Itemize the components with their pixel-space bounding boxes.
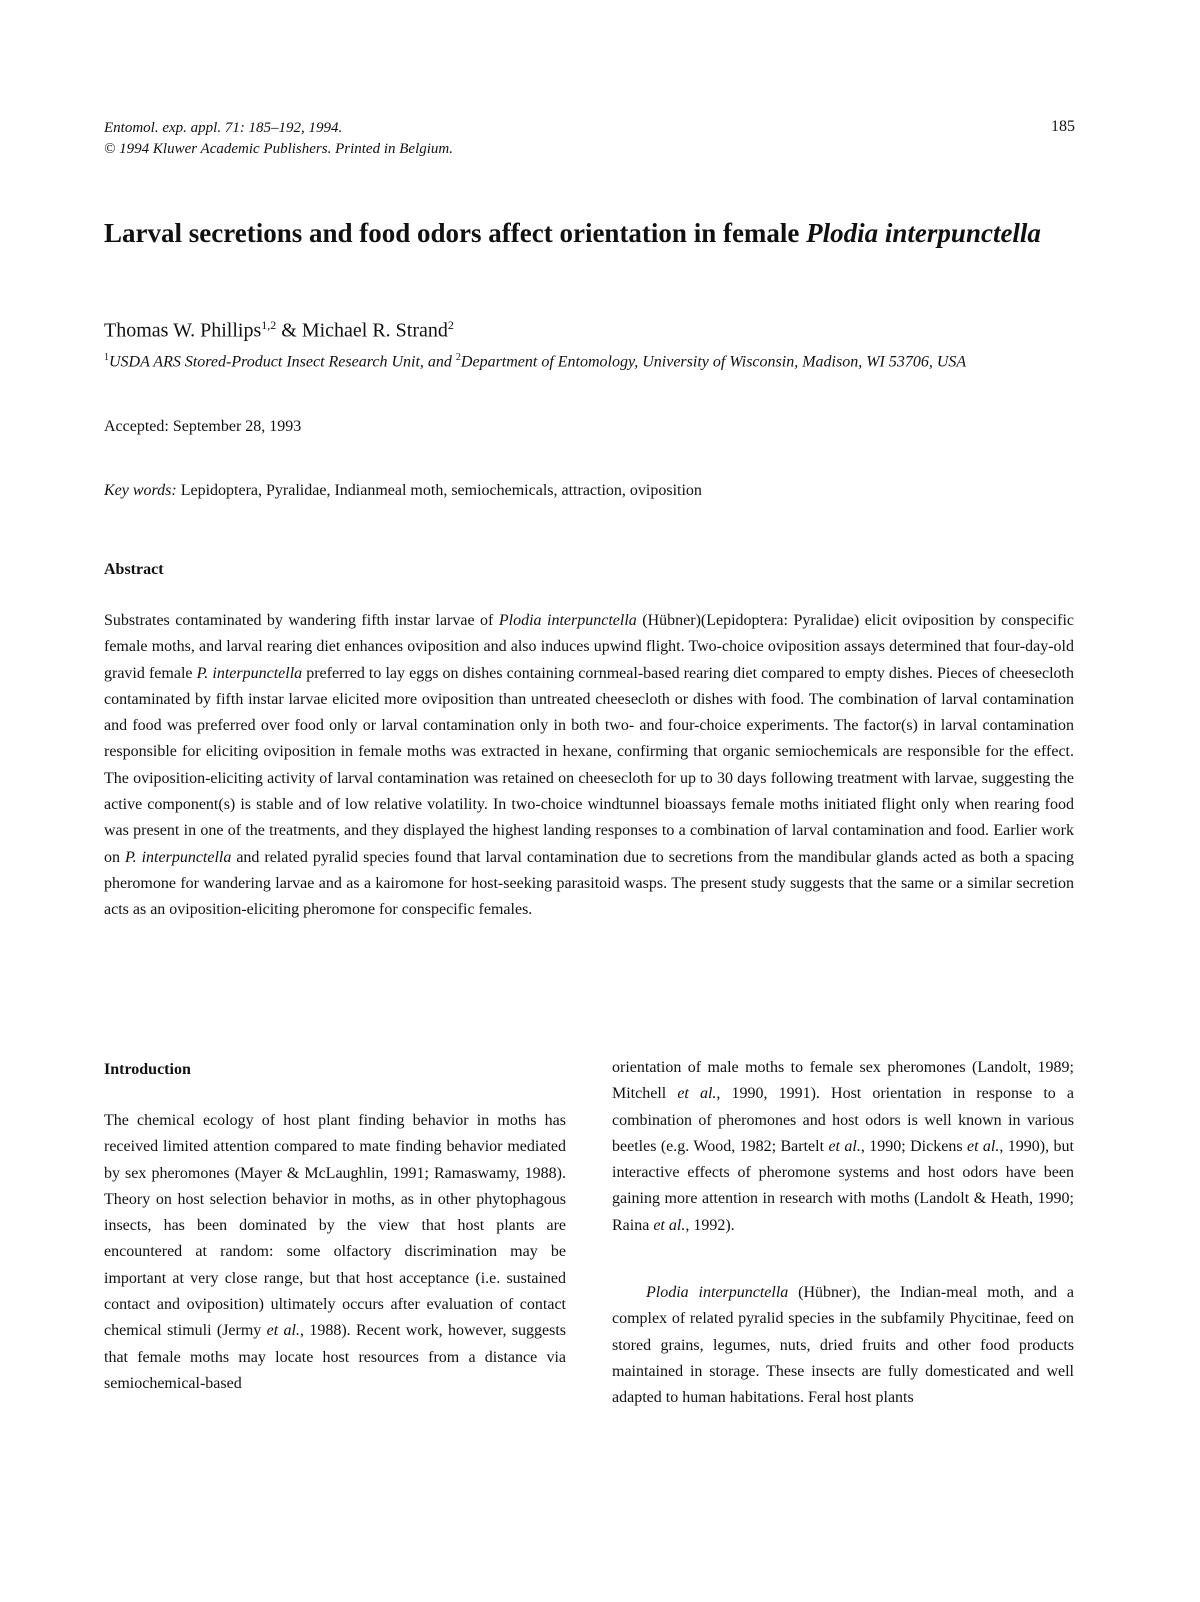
affiliation-mark-2: 2 [455, 352, 461, 363]
intro-col2-text-1: orientation of male moths to female sex pheromones (Landolt, 1989; Mitchell [612, 1059, 1074, 1103]
intro-col2-text-5: , 1992). [685, 1216, 735, 1234]
keywords-label: Key words: [104, 482, 177, 499]
intro-col2-text-2: , 1990, 1991). Host orientation in response to a combination of pheromones and host odors is well known in various beetles (e.g. Wood, 1982; Bartelt [612, 1085, 1074, 1155]
intro-col2-etal-2: et al. [828, 1137, 861, 1155]
intro-p2-species: Plodia interpunctella [646, 1284, 789, 1301]
abstract-body [104, 608, 1074, 924]
intro-col2-etal-3: et al. [966, 1137, 1000, 1155]
intro-col2-etal-1: et al. [677, 1085, 717, 1103]
introduction-column-1 [104, 1108, 566, 1397]
keywords-text: Lepidoptera, Pyralidae, Indianmeal moth, semiochemicals, attraction, oviposition [176, 482, 702, 499]
intro-p2-text: (Hübner), the Indian-meal moth, and a complex of related pyralid species in the subfamily Phycitinae, feed on stored grains, legumes, nuts, dried fruits and other food products maintained in storage. These insects are fully domesticated and well adapted to human habitations. Feral host plants [612, 1284, 1075, 1407]
introduction-paragraph-2 [612, 1280, 1074, 1411]
author-1-affiliation-mark: 1,2 [261, 318, 277, 332]
intro-col1-text-1: The chemical ecology of host plant finding behavior in moths has received limited attention compared to mate finding behavior mediated by sex pheromones (Mayer & McLaughlin, 1991; Ramaswamy, 1988). Theory on host selection behavior in moths, as in other phytophagous insects, has been dominated by the view that host plants are encountered at random: some olfactory discrimination may be important at very close range, but that host acceptance (i.e. sustained contact and oviposition) ultimately occurs after evaluation of contact chemical stimuli (Jermy [104, 1112, 566, 1340]
introduction-heading: Introduction [104, 1061, 191, 1078]
affiliation-1: USDA ARS Stored-Product Insect Research Unit, and [109, 353, 456, 371]
author-2: Michael R. Strand [301, 319, 448, 342]
author-2-affiliation-mark: 2 [447, 318, 454, 332]
abstract-text-3: preferred to lay eggs on dishes containing cornmeal-based rearing diet compared to empty dishes. Pieces of cheesecloth contaminated by fifth instar larvae elicited more oviposition than untreated cheesecloth or dishes with food. The combination of larval contamination and food was preferred over food only or larval contamination only in both two- and four-choice experiments. The factor(s) in larval contamination responsible for eliciting oviposition in female moths was extracted in hexane, confirming that organic semiochemicals are responsible for the effect. The oviposition-eliciting activity of larval contamination was retained on cheesecloth for up to 30 days following treatment with larvae, suggesting the active component(s) is stable and of low relative volatility. In two-choice windtunnel bioassays female moths initiated flight only when rearing food was present in one of the treatments, and they displayed the highest landing responses to a combination of larval contamination and food. Earlier work on [104, 664, 1074, 866]
intro-col1-etal: et al. [266, 1322, 300, 1340]
abstract-heading: Abstract [104, 561, 164, 578]
abstract-species-3: P. interpunctella [124, 848, 232, 866]
affiliation-mark-1: 1 [104, 352, 109, 363]
introduction-column-2-continued [612, 1055, 1074, 1239]
journal-citation [104, 118, 453, 160]
abstract-species-2: P. interpunctella [196, 664, 303, 682]
keywords [104, 482, 702, 500]
affiliations [104, 345, 1074, 374]
intro-col2-etal-4: et al. [653, 1216, 686, 1234]
accepted-date: Accepted: September 28, 1993 [104, 418, 302, 435]
intro-col1-text-2: , 1988). Recent work, however, suggests that female moths may locate host resources from a distance via semiochemical-based [104, 1322, 567, 1392]
title-species: Plodia interpunctella [806, 218, 1041, 248]
abstract-species-1: Plodia interpunctella [498, 612, 637, 629]
author-1: Thomas W. Phillips [104, 319, 262, 342]
journal-citation-line1: Entomol. exp. appl. 71: 185–192, 1994. [104, 120, 343, 136]
title-main: Larval secretions and food odors affect orientation in female [104, 218, 807, 248]
abstract-text-2: (Hübner)(Lepidoptera: Pyralidae) elicit oviposition by conspecific female moths, and larval rearing diet enhances oviposition and also induces upwind flight. Two-choice oviposition assays determined that four-day-old gravid female [104, 612, 1074, 682]
affiliation-2: Department of Entomology, University of Wisconsin, Madison, WI 53706, USA [460, 353, 967, 371]
intro-col2-text-4: , 1990), but interactive effects of pheromone systems and host odors have been gaining more attention in research with moths (Landolt & Heath, 1990; Raina [612, 1137, 1074, 1234]
journal-copyright-line: © 1994 Kluwer Academic Publishers. Printed in Belgium. [104, 141, 453, 157]
article-title [104, 214, 1074, 252]
author-list [104, 318, 454, 343]
page-number: 185 [1051, 118, 1075, 135]
author-separator: & [276, 319, 302, 342]
abstract-text-4: and related pyralid species found that larval contamination due to secretions from the mandibular glands acted as both a spacing pheromone for wandering larvae and as a kairomone for host-seeking parasitoid wasps. The present study suggests that the same or a similar secretion acts as an oviposition-eliciting pheromone for conspecific females. [104, 848, 1075, 919]
intro-col2-text-3: , 1990; Dickens [860, 1137, 967, 1155]
abstract-text-1: Substrates contaminated by wandering fifth instar larvae of [104, 612, 499, 629]
